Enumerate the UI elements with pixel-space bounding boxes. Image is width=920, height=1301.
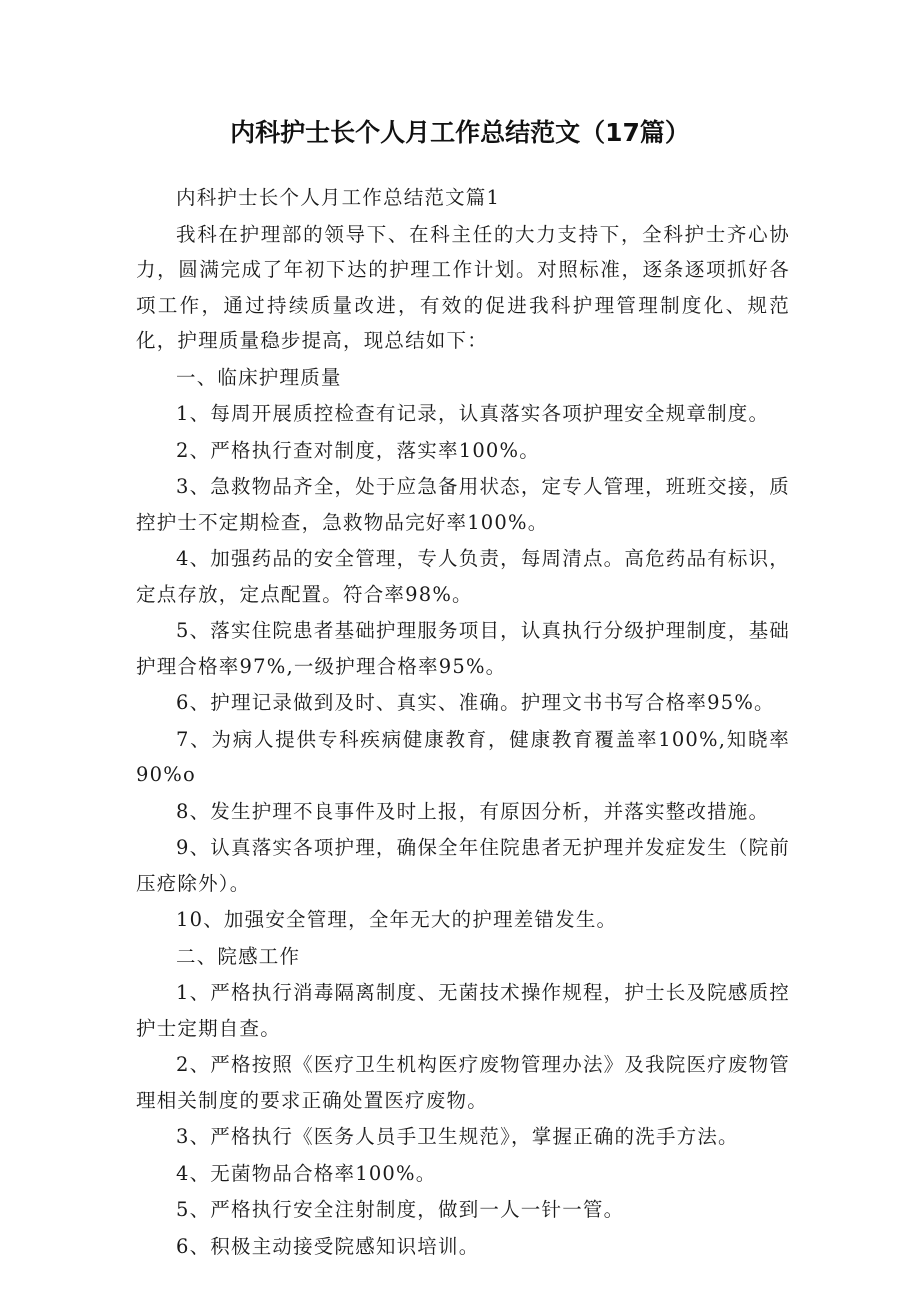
list-item: 9、认真落实各项护理，确保全年住院患者无护理并发症发生（院前压疮除外）。 — [136, 836, 790, 895]
section-heading-infection-control: 二、院感工作 — [176, 944, 301, 968]
list-item: 4、无菌物品合格率100%。 — [176, 1161, 437, 1185]
list-item: 2、严格执行查对制度，落实率100%。 — [176, 438, 540, 462]
document-title: 内科护士长个人月工作总结范文（17篇） — [230, 118, 690, 147]
list-item: 6、护理记录做到及时、真实、准确。护理文书书写合格率95%。 — [176, 691, 775, 714]
list-item: 1、每周开展质控检查有记录，认真落实各项护理安全规章制度。 — [176, 402, 770, 425]
section-heading-article-1: 内科护士长个人月工作总结范文篇1 — [176, 186, 501, 209]
list-item: 5、落实住院患者基础护理服务项目，认真执行分级护理制度，基础护理合格率97%,一级护理合格率95%。 — [136, 619, 790, 678]
list-item: 6、积极主动接受院感知识培训。 — [176, 1234, 480, 1258]
list-item: 5、严格执行安全注射制度，做到一人一针一管。 — [176, 1198, 625, 1221]
document-body — [136, 180, 790, 1265]
list-item: 3、严格执行《医务人员手卫生规范》，掌握正确的洗手方法。 — [176, 1125, 739, 1148]
list-item: 1、严格执行消毒隔离制度、无菌技术操作规程，护士长及院感质控护士定期自查。 — [136, 981, 790, 1040]
section-heading-clinical-quality: 一、临床护理质量 — [176, 365, 342, 389]
intro-paragraph: 我科在护理部的领导下、在科主任的大力支持下，全科护士齐心协力，圆满完成了年初下达的护理工作计划。对照标准，逐条逐项抓好各项工作，通过持续质量改进，有效的促进我科护理管理制度化、规范化，护理质量稳步提高，现总结如下： — [136, 222, 790, 352]
list-item: 4、加强药品的安全管理，专人负责，每周清点。高危药品有标识，定点存放，定点配置。符合率98%。 — [136, 547, 790, 606]
list-item: 3、急救物品齐全，处于应急备用状态，定专人管理，班班交接，质控护士不定期检查，急救物品完好率100%。 — [136, 475, 790, 534]
list-item: 10、加强安全管理，全年无大的护理差错发生。 — [176, 908, 618, 931]
list-item: 8、发生护理不良事件及时上报，有原因分析，并落实整改措施。 — [176, 799, 770, 823]
list-item: 7、为病人提供专科疾病健康教育，健康教育覆盖率100%,知晓率90%o — [136, 727, 790, 786]
list-item: 2、严格按照《医疗卫生机构医疗废物管理办法》及我院医疗废物管理相关制度的要求正确处置医疗废物。 — [136, 1053, 790, 1112]
